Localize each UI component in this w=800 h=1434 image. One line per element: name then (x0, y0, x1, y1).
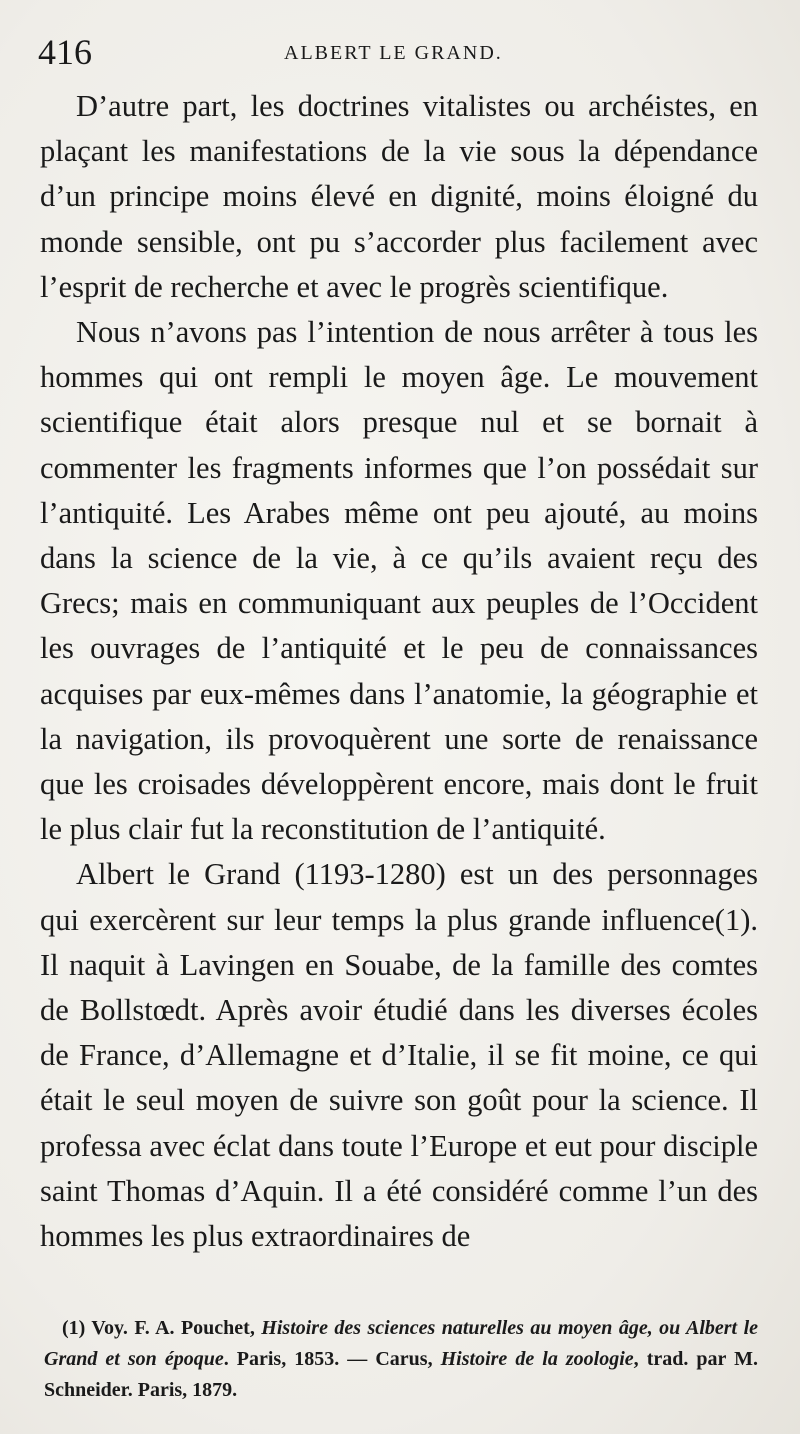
paragraph-2: Nous n’avons pas l’intention de nous arrêter à tous les hommes qui ont rempli le moyen âge. Le mouvement scientifique était alors presque nul et se bornait à commenter les fragments informes que l’on possédait sur l’antiquité. Les Arabes même ont peu ajouté, au moins dans la science de la vie, à ce qu’ils avaient reçu des Grecs; mais en communiquant aux peuples de l’Occident les ouvrages de l’antiquité et le peu de connaissances acquises par eux-mêmes dans l’anatomie, la géographie et la navigation, ils provoquèrent une sorte de renaissance que les croisades développèrent encore, mais dont le fruit le plus clair fut la reconstitution de l’antiquité. (40, 315, 758, 847)
footnote-mid: . Paris, 1853. — Carus, (223, 1348, 441, 1370)
paragraph-1: D’autre part, les doctrines vitalistes ou archéistes, en plaçant les manifestations de la vie sous la dépendance d’un principe moins élevé en dignité, moins éloigné du monde sensible, ont pu s’accorder plus facilement avec l’esprit de recherche et avec le progrès scientifique. (40, 89, 758, 304)
footnote-text (44, 1313, 758, 1406)
footnote-mark: (1) Voy. F. A. Pouchet, (62, 1317, 262, 1339)
footnote-title-2: Histoire de la zoologie (440, 1348, 634, 1370)
running-head: ALBERT LE GRAND. (284, 42, 503, 64)
paragraph-3: Albert le Grand (1193-1280) est un des personnages qui exercèrent sur leur temps la plus grande influence(1). Il naquit à Lavingen en Souabe, de la famille des comtes de Bollstœdt. Après avoir étudié dans les diverses écoles de France, d’Allemagne et d’Italie, il se fit moine, ce qui était le seul moyen de suivre son goût pour la science. Il professa avec éclat dans toute l’Europe et eut pour disciple saint Thomas d’Aquin. Il a été considéré comme l’un des hommes les plus extraordinaires de (40, 857, 758, 1254)
page-header (38, 30, 758, 74)
body-text (40, 84, 758, 1259)
footnote (44, 1313, 758, 1406)
footnote-end: , trad. par M. Schneider. Paris, 1879. (44, 1348, 758, 1401)
page-number: 416 (38, 32, 92, 72)
footnote-title-1: Histoire des sciences naturelles au moyen âge, ou Albert le Grand et son époque (44, 1317, 758, 1370)
